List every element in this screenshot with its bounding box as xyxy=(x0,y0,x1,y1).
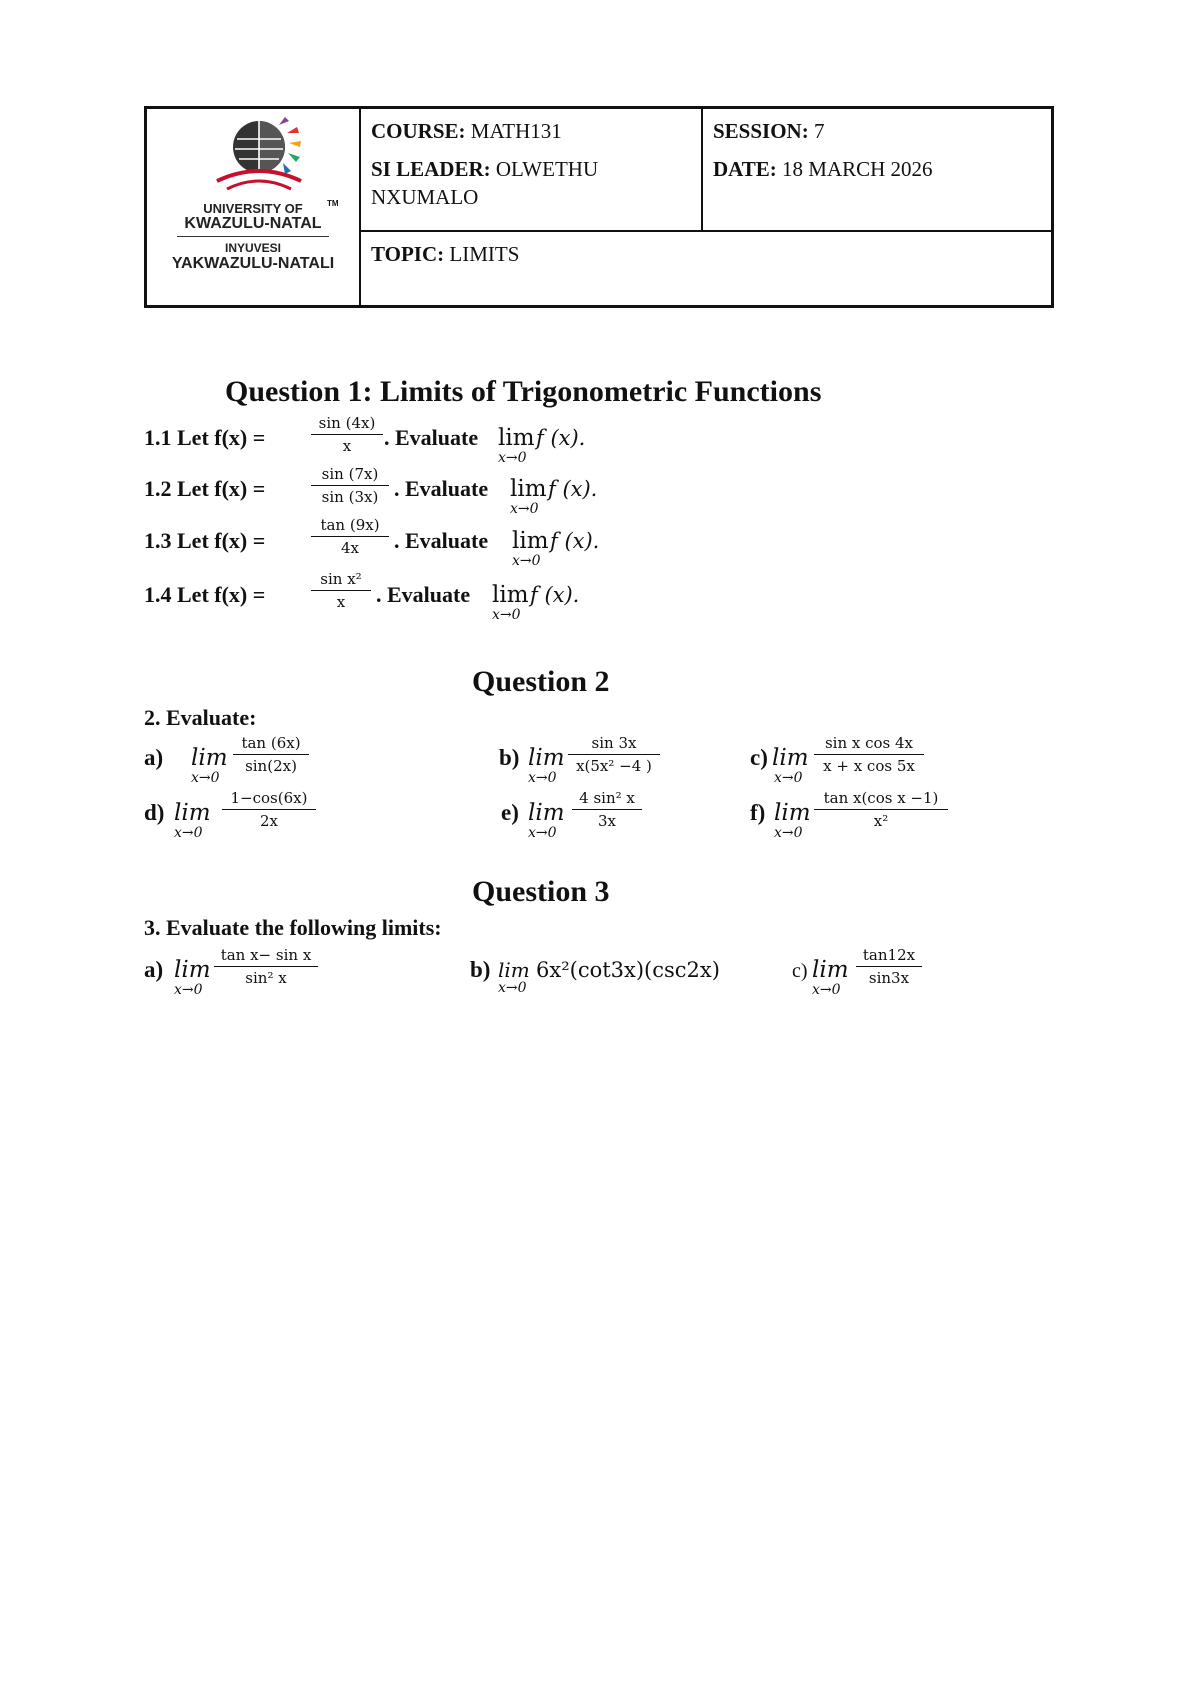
q1-1-fraction xyxy=(311,414,383,455)
q2e-label: e) xyxy=(501,800,519,825)
q1-2-denominator: sin (3x) xyxy=(321,488,379,506)
q1-1-denominator: x xyxy=(342,437,352,455)
q1-2-numerator: sin (7x) xyxy=(311,465,389,486)
q2e-lim: lim xyxy=(528,800,565,826)
question-3-intro: 3. Evaluate the following limits: xyxy=(144,915,442,940)
q1-4-suffix: . Evaluate xyxy=(376,582,471,607)
q2b-fraction xyxy=(568,734,660,775)
q2f-label: f) xyxy=(750,800,766,825)
q1-2-suffix: . Evaluate xyxy=(394,476,489,501)
question-2-title: Question 2 xyxy=(472,665,610,698)
q1-2-lim: lim xyxy=(510,476,547,502)
session-value: 7 xyxy=(813,119,825,143)
q1-3-denominator: 4x xyxy=(340,539,359,557)
q3a-lim: lim xyxy=(174,957,211,983)
course-leader-cell xyxy=(361,109,703,232)
course-value: MATH131 xyxy=(470,119,562,143)
q1-4-function: f (x). xyxy=(530,583,580,607)
q2c-fraction xyxy=(814,734,924,775)
q1-1-suffix: . Evaluate xyxy=(384,425,479,450)
logo-line-2: KWAZULU-NATAL xyxy=(184,215,322,232)
q1-1-numerator: sin (4x) xyxy=(311,414,383,435)
q1-4-numerator: sin x² xyxy=(311,570,371,591)
q1-3-fraction xyxy=(311,516,389,557)
q1-1-lim-subscript: x→0 xyxy=(498,450,527,466)
trademark-mark: TM xyxy=(327,199,339,208)
question-1-title: Question 1: Limits of Trigonometric Functions xyxy=(225,375,822,408)
topic-value: LIMITS xyxy=(449,242,520,266)
logo-line-4: YAKWAZULU-NATALI xyxy=(171,255,335,272)
q2b-denominator: x(5x² −4 ) xyxy=(576,757,652,775)
q2f-lim-subscript: x→0 xyxy=(774,825,803,841)
q1-3-suffix: . Evaluate xyxy=(394,528,489,553)
q1-3-lim-subscript: x→0 xyxy=(512,553,541,569)
logo-line-1: UNIVERSITY OF xyxy=(203,201,303,216)
q1-3-function: f (x). xyxy=(550,529,600,553)
q2b-lim-subscript: x→0 xyxy=(528,770,557,786)
q1-2-function: f (x). xyxy=(548,477,598,501)
q2c-label: c) xyxy=(750,745,768,770)
leader-field xyxy=(371,155,691,211)
q2e-lim-subscript: x→0 xyxy=(528,825,557,841)
q3a-fraction xyxy=(214,946,318,987)
date-label: DATE: xyxy=(713,157,777,181)
q2a-lim-subscript: x→0 xyxy=(191,770,220,786)
logo-line-3: INYUVESI xyxy=(224,241,281,255)
q1-1-lim: lim xyxy=(498,425,535,451)
q2d-fraction xyxy=(222,789,316,830)
logo-divider xyxy=(177,236,329,237)
q1-4-lim: lim xyxy=(492,582,529,608)
q3b-label: b) xyxy=(470,957,491,982)
q1-4-prefix: 1.4 Let f(x) = xyxy=(144,582,266,607)
leader-label: SI LEADER: xyxy=(371,157,491,181)
q3a-lim-subscript: x→0 xyxy=(174,982,203,998)
header-table xyxy=(144,106,1054,308)
q3c-lim-subscript: x→0 xyxy=(812,982,841,998)
q3a-denominator: sin² x xyxy=(245,969,287,987)
q1-1-function: f (x). xyxy=(536,426,586,450)
q3b-lim: lim xyxy=(498,958,530,982)
q2c-lim-subscript: x→0 xyxy=(774,770,803,786)
q1-3-numerator: tan (9x) xyxy=(311,516,389,537)
q1-2-fraction xyxy=(311,465,389,506)
session-field xyxy=(713,117,1041,145)
q2d-lim: lim xyxy=(174,800,211,826)
q3c-lim: lim xyxy=(812,957,849,983)
q2f-numerator: tan x(cos x −1) xyxy=(814,789,948,810)
course-label: COURSE: xyxy=(371,119,466,143)
q2f-denominator: x² xyxy=(873,812,889,830)
q2a-label: a) xyxy=(144,745,164,770)
q2c-lim: lim xyxy=(772,745,809,771)
q2d-lim-subscript: x→0 xyxy=(174,825,203,841)
q3c-denominator: sin3x xyxy=(868,969,910,987)
q2e-fraction xyxy=(572,789,642,830)
q1-1-prefix: 1.1 Let f(x) = xyxy=(144,425,266,450)
q3a-numerator: tan x− sin x xyxy=(214,946,318,967)
q2a-numerator: tan (6x) xyxy=(233,734,309,755)
q1-2-prefix: 1.2 Let f(x) = xyxy=(144,476,266,501)
q1-2-lim-subscript: x→0 xyxy=(510,501,539,517)
q2d-numerator: 1−cos(6x) xyxy=(222,789,316,810)
q3b-lim-subscript: x→0 xyxy=(498,980,527,996)
q1-4-fraction xyxy=(311,570,371,611)
q1-3-prefix: 1.3 Let f(x) = xyxy=(144,528,266,553)
q2e-numerator: 4 sin² x xyxy=(572,789,642,810)
q3c-numerator: tan12x xyxy=(856,946,922,967)
q1-3-lim: lim xyxy=(512,528,549,554)
q2a-denominator: sin(2x) xyxy=(245,757,297,775)
q3c-fraction xyxy=(856,946,922,987)
topic-cell xyxy=(361,232,1051,305)
university-logo xyxy=(147,109,361,305)
topic-label: TOPIC: xyxy=(371,242,445,266)
q3b-expression: 6x²(cot3x)(csc2x) xyxy=(536,958,720,982)
q2b-label: b) xyxy=(499,745,520,770)
q2b-numerator: sin 3x xyxy=(568,734,660,755)
q2b-lim: lim xyxy=(528,745,565,771)
question-2-intro: 2. Evaluate: xyxy=(144,705,257,730)
q3c-label: c) xyxy=(792,960,808,982)
q1-4-lim-subscript: x→0 xyxy=(492,607,521,623)
date-field xyxy=(713,155,1041,183)
q2d-label: d) xyxy=(144,800,165,825)
q3a-label: a) xyxy=(144,957,164,982)
q2c-numerator: sin x cos 4x xyxy=(814,734,924,755)
q2c-denominator: x + x cos 5x xyxy=(823,757,915,775)
q2d-denominator: 2x xyxy=(259,812,278,830)
question-3-title: Question 3 xyxy=(472,875,610,908)
session-label: SESSION: xyxy=(713,119,809,143)
leader-value: OLWETHU NXUMALO xyxy=(371,157,599,209)
q2f-lim: lim xyxy=(774,800,811,826)
date-value: 18 MARCH 2026 xyxy=(782,157,933,181)
q2a-fraction xyxy=(233,734,309,775)
course-field xyxy=(371,117,691,145)
q2e-denominator: 3x xyxy=(597,812,616,830)
q2f-fraction xyxy=(814,789,948,830)
q2a-lim: lim xyxy=(191,745,228,771)
q1-4-denominator: x xyxy=(336,593,346,611)
session-date-cell xyxy=(703,109,1051,232)
